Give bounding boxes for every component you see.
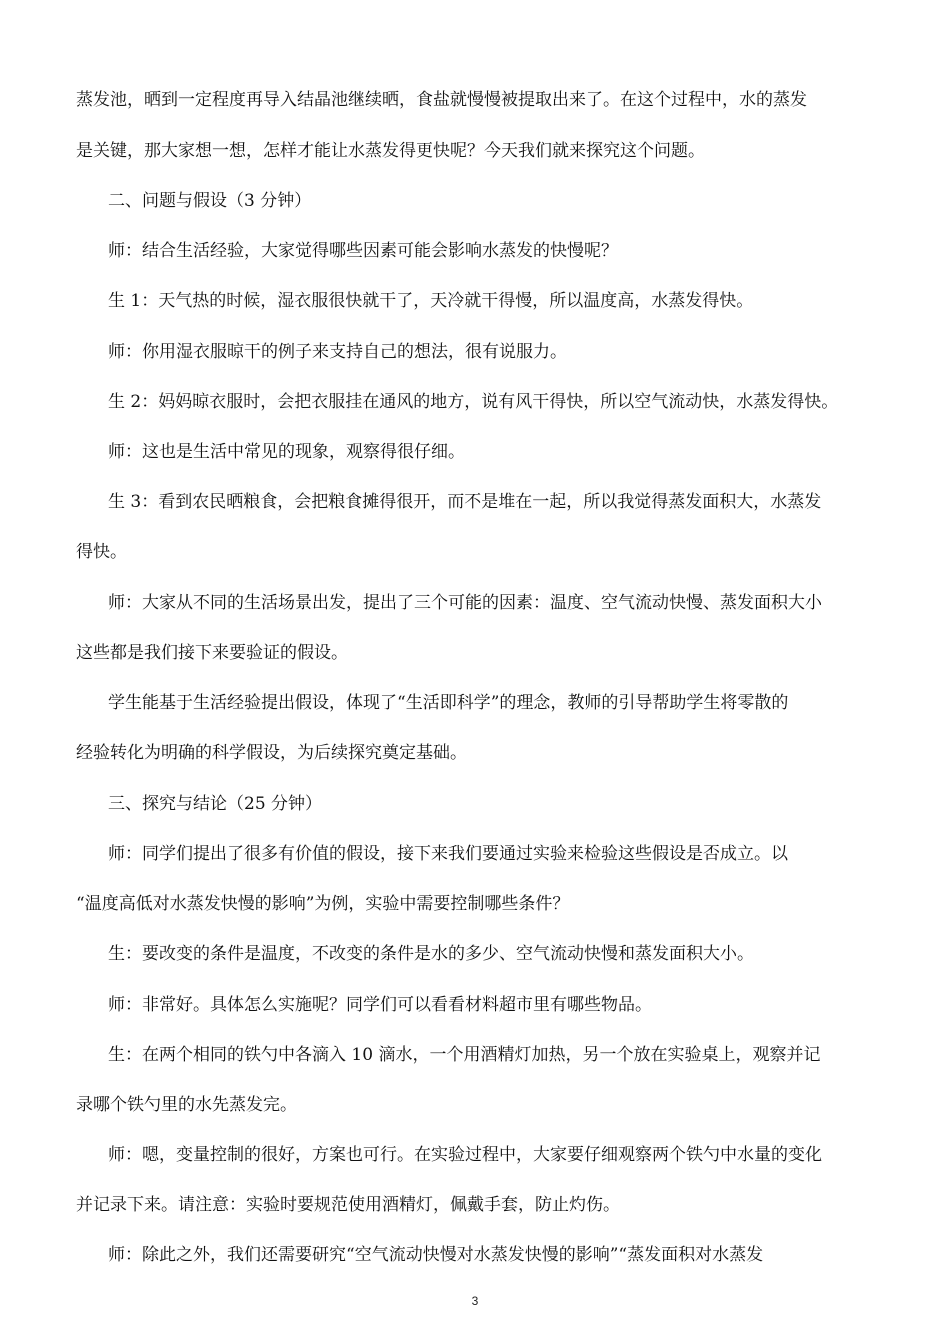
paragraph-line — [0, 387, 950, 417]
paragraph-line — [0, 537, 950, 567]
paragraph-line — [0, 839, 950, 869]
line-text: 生 2：妈妈晾衣服时，会把衣服挂在通风的地方，说有风干得快，所以空气流动快，水蒸发得快。 — [108, 392, 839, 412]
line-text: 生 3：看到农民晒粮食，会把粮食摊得很开，而不是堆在一起，所以我觉得蒸发面积大，水蒸发 — [108, 492, 822, 512]
line-text: 生：要改变的条件是温度，不改变的条件是水的多少、空气流动快慢和蒸发面积大小。 — [108, 944, 754, 964]
line-text: 师：非常好。具体怎么实施呢？同学们可以看看材料超市里有哪些物品。 — [108, 995, 652, 1015]
paragraph-line — [0, 286, 950, 316]
paragraph-line — [0, 588, 950, 618]
paragraph-line — [0, 236, 950, 266]
paragraph-line — [0, 1140, 950, 1170]
paragraph-line — [0, 939, 950, 969]
section-heading — [0, 789, 950, 819]
line-text: 师：这也是生活中常见的现象，观察得很仔细。 — [108, 442, 465, 462]
paragraph-line — [0, 1190, 950, 1220]
paragraph-line — [0, 638, 950, 668]
line-text: 蒸发池，晒到一定程度再导入结晶池继续晒，食盐就慢慢被提取出来了。在这个过程中，水的蒸发 — [76, 90, 807, 110]
line-text: 师：你用湿衣服晾干的例子来支持自己的想法，很有说服力。 — [108, 342, 567, 362]
line-text: 学生能基于生活经验提出假设，体现了“生活即科学”的理念，教师的引导帮助学生将零散的 — [108, 693, 789, 713]
line-text: 生 1：天气热的时候，湿衣服很快就干了，天冷就干得慢，所以温度高，水蒸发得快。 — [108, 291, 754, 311]
paragraph-line — [0, 337, 950, 367]
page-number: 3 — [471, 1294, 479, 1308]
paragraph-line — [0, 688, 950, 718]
line-text: 得快。 — [76, 542, 127, 562]
section-heading — [0, 186, 950, 216]
line-text: 师：嗯，变量控制的很好，方案也可行。在实验过程中，大家要仔细观察两个铁勺中水量的变化 — [108, 1145, 822, 1165]
line-text: 录哪个铁勺里的水先蒸发完。 — [76, 1095, 297, 1115]
line-text: 并记录下来。请注意：实验时要规范使用酒精灯，佩戴手套，防止灼伤。 — [76, 1195, 620, 1215]
paragraph-line — [0, 990, 950, 1020]
paragraph-line — [0, 437, 950, 467]
paragraph-line — [0, 1240, 950, 1270]
line-text: “温度高低对水蒸发快慢的影响”为例，实验中需要控制哪些条件？ — [76, 894, 570, 914]
paragraph-line — [0, 738, 950, 768]
line-text: 师：结合生活经验，大家觉得哪些因素可能会影响水蒸发的快慢呢？ — [108, 241, 618, 261]
line-text: 是关键，那大家想一想，怎样才能让水蒸发得更快呢？今天我们就来探究这个问题。 — [76, 141, 705, 161]
line-text: 师：同学们提出了很多有价值的假设，接下来我们要通过实验来检验这些假设是否成立。以 — [108, 844, 788, 864]
paragraph-line — [0, 487, 950, 517]
heading-text: 二、问题与假设（3 分钟） — [108, 191, 312, 211]
line-text: 生：在两个相同的铁勺中各滴入 10 滴水，一个用酒精灯加热，另一个放在实验桌上，观察并记 — [108, 1045, 821, 1065]
line-text: 这些都是我们接下来要验证的假设。 — [76, 643, 348, 663]
paragraph-line — [0, 1090, 950, 1120]
line-text: 经验转化为明确的科学假设，为后续探究奠定基础。 — [76, 743, 467, 763]
paragraph-line — [0, 85, 950, 115]
heading-text: 三、探究与结论（25 分钟） — [108, 794, 323, 814]
paragraph-line — [0, 136, 950, 166]
line-text: 师：除此之外，我们还需要研究“空气流动快慢对水蒸发快慢的影响”“蒸发面积对水蒸发 — [108, 1245, 764, 1265]
paragraph-line — [0, 889, 950, 919]
line-text: 师：大家从不同的生活场景出发，提出了三个可能的因素：温度、空气流动快慢、蒸发面积大小 — [108, 593, 822, 613]
paragraph-line — [0, 1040, 950, 1070]
